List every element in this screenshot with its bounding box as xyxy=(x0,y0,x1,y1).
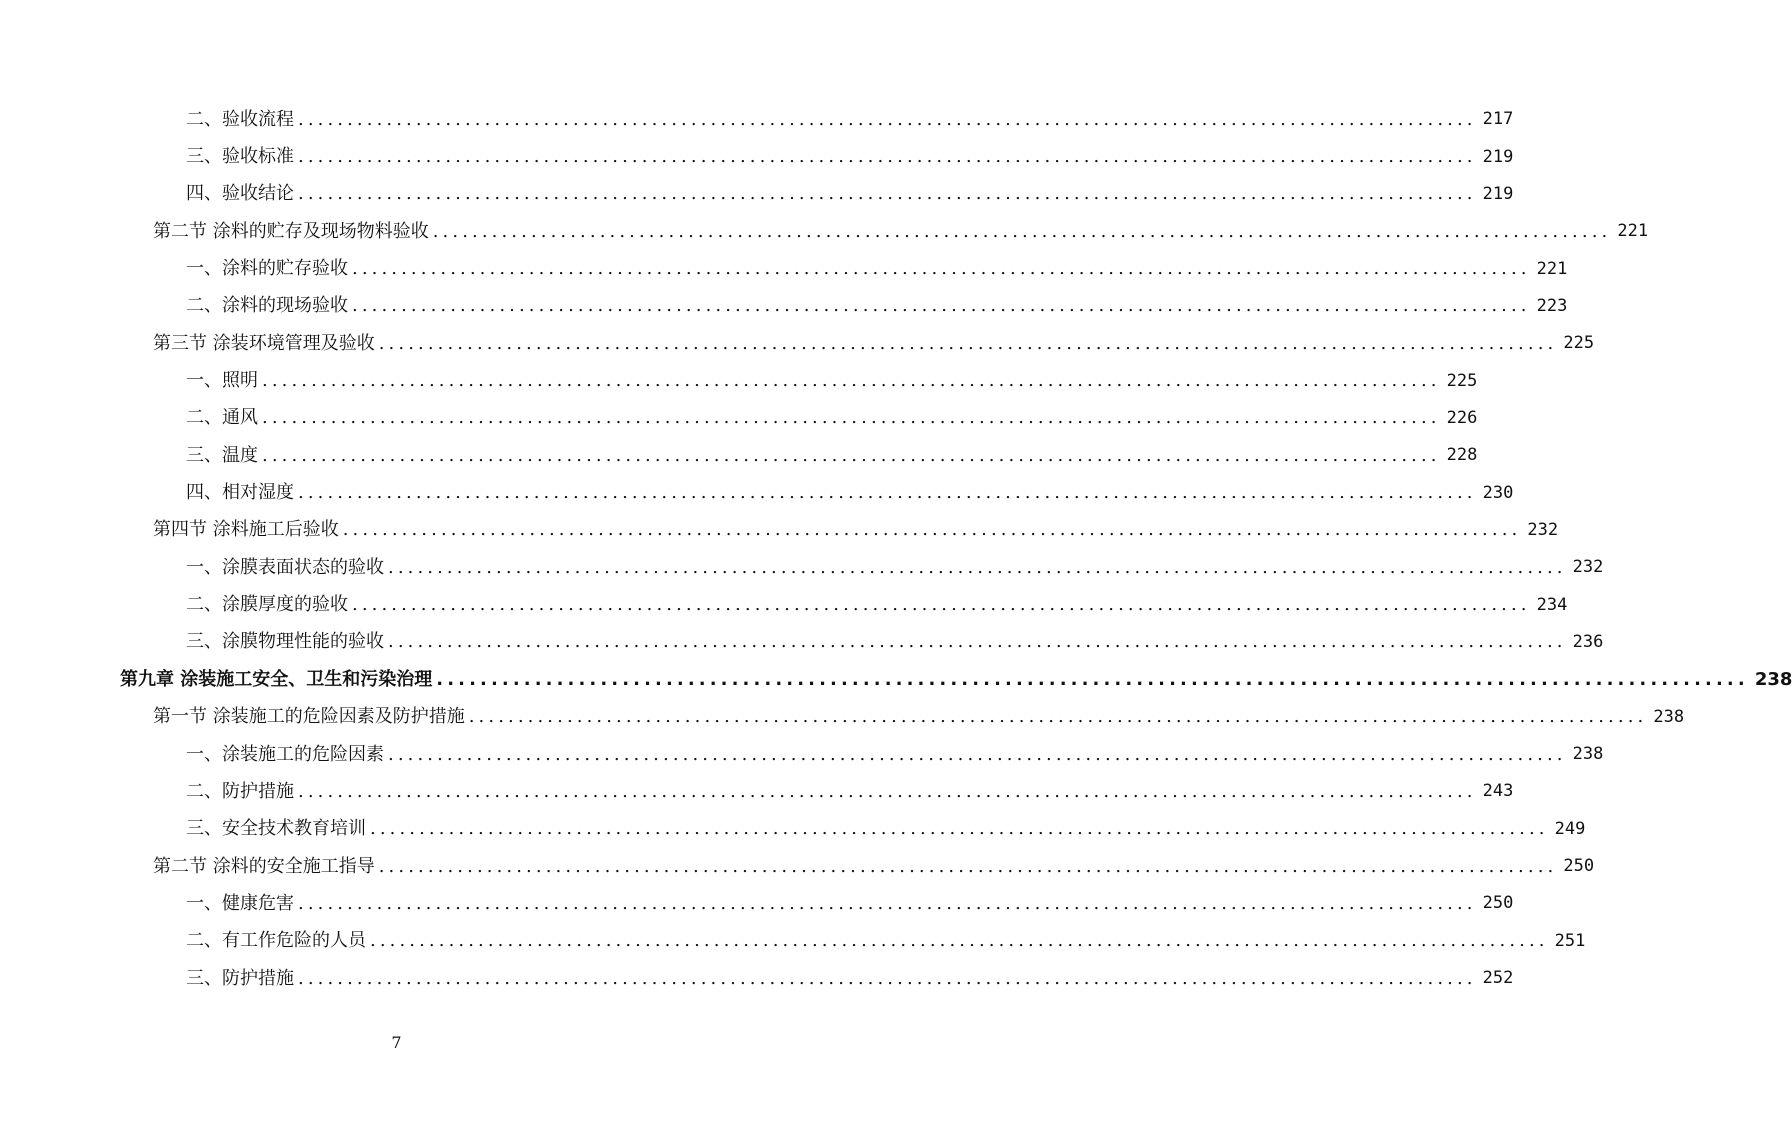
toc-entry-title: 三、验收标准 xyxy=(186,146,294,168)
toc-entry-title: 二、涂料的现场验收 xyxy=(186,295,348,317)
dot-leader: ........................................................................................................................ xyxy=(378,855,1558,877)
toc-entry-page: 219 xyxy=(1482,183,1514,204)
toc-entry-title: 二、通风 xyxy=(186,407,258,429)
toc-entry-item xyxy=(0,923,1586,960)
toc-entry-page: 221 xyxy=(1617,221,1649,242)
toc-entry-section xyxy=(0,325,1595,362)
toc-entry-page: 228 xyxy=(1446,445,1478,466)
toc-entry-title: 三、涂膜物理性能的验收 xyxy=(186,631,384,653)
dot-leader: ........................................................................................................................ xyxy=(298,108,1477,130)
toc-entry-item xyxy=(0,474,1514,511)
toc-entry-item xyxy=(0,624,1604,661)
toc-entry-page: 243 xyxy=(1482,781,1514,802)
toc-entry-title: 四、验收结论 xyxy=(186,183,294,205)
toc-entry-title: 第九章 涂装施工安全、卫生和污染治理 xyxy=(120,668,433,690)
toc-entry-page: 223 xyxy=(1536,295,1568,316)
toc-entry-page: 219 xyxy=(1482,146,1514,167)
dot-leader: ........................................................................................................................ xyxy=(352,594,1531,616)
toc-entry-title: 四、相对湿度 xyxy=(186,482,294,504)
toc-entry-item xyxy=(0,101,1514,138)
toc-entry-item xyxy=(0,362,1478,399)
toc-entry-page: 232 xyxy=(1572,557,1604,578)
page-number: 7 xyxy=(391,1033,402,1052)
toc-entry-page: 225 xyxy=(1563,333,1595,354)
toc-entry-item xyxy=(0,250,1568,287)
toc-entry-title: 一、涂装施工的危险因素 xyxy=(186,743,384,765)
toc-entry-item xyxy=(0,437,1478,474)
toc-entry-page: 230 xyxy=(1482,482,1514,503)
toc-entry-page: 236 xyxy=(1572,631,1604,652)
dot-leader: ........................................................................................................................ xyxy=(436,668,1749,690)
toc-entry-title: 第三节 涂装环境管理及验收 xyxy=(153,332,375,354)
toc-entry-item xyxy=(0,400,1478,437)
toc-entry-item xyxy=(0,773,1514,810)
toc-entry-page: 226 xyxy=(1446,407,1478,428)
toc-entry-item xyxy=(0,885,1514,922)
toc-entry-section xyxy=(0,848,1595,885)
toc-entry-page: 252 xyxy=(1482,968,1514,989)
dot-leader: ........................................................................................................................ xyxy=(388,631,1567,653)
toc-entry-page: 238 xyxy=(1572,744,1604,765)
toc-entry-title: 第二节 涂料的贮存及现场物料验收 xyxy=(153,220,429,242)
toc-entry-title: 第二节 涂料的安全施工指导 xyxy=(153,855,375,877)
toc-entry-title: 一、健康危害 xyxy=(186,892,294,914)
dot-leader: ........................................................................................................................ xyxy=(298,482,1477,504)
dot-leader: ........................................................................................................................ xyxy=(298,780,1477,802)
dot-leader: ........................................................................................................................ xyxy=(298,146,1477,168)
dot-leader: ........................................................................................................................ xyxy=(298,892,1477,914)
toc-entry-title: 一、照明 xyxy=(186,370,258,392)
toc-entry-item xyxy=(0,811,1586,848)
dot-leader: ........................................................................................................................ xyxy=(298,183,1477,205)
toc-entry-page: 238 xyxy=(1754,668,1792,690)
toc-entry-item xyxy=(0,736,1604,773)
toc-entry-title: 一、涂料的贮存验收 xyxy=(186,258,348,280)
toc-entry-chapter xyxy=(0,661,1792,698)
dot-leader: ........................................................................................................................ xyxy=(370,930,1549,952)
toc-entry-page: 225 xyxy=(1446,370,1478,391)
dot-leader: ........................................................................................................................ xyxy=(370,818,1549,840)
toc-entry-title: 一、涂膜表面状态的验收 xyxy=(186,556,384,578)
dot-leader: ........................................................................................................................ xyxy=(388,743,1567,765)
toc-entry-title: 第四节 涂料施工后验收 xyxy=(153,519,339,541)
toc-entry-title: 三、温度 xyxy=(186,444,258,466)
dot-leader: ........................................................................................................................ xyxy=(262,407,1441,429)
toc-entry-title: 二、涂膜厚度的验收 xyxy=(186,594,348,616)
dot-leader: ........................................................................................................................ xyxy=(432,220,1612,242)
dot-leader: ........................................................................................................................ xyxy=(468,706,1648,728)
toc-entry-title: 二、防护措施 xyxy=(186,780,294,802)
dot-leader: ........................................................................................................................ xyxy=(262,444,1441,466)
dot-leader: ........................................................................................................................ xyxy=(342,519,1522,541)
toc-entry-section xyxy=(0,512,1559,549)
toc-entry-item xyxy=(0,288,1568,325)
toc-entry-page: 250 xyxy=(1563,856,1595,877)
dot-leader: ........................................................................................................................ xyxy=(262,370,1441,392)
toc-entry-page: 238 xyxy=(1653,706,1685,727)
table-of-contents xyxy=(0,101,1792,997)
toc-entry-title: 二、有工作危险的人员 xyxy=(186,930,366,952)
toc-entry-section xyxy=(0,699,1685,736)
toc-entry-item xyxy=(0,138,1514,175)
toc-entry-item xyxy=(0,176,1514,213)
toc-entry-title: 二、验收流程 xyxy=(186,108,294,130)
toc-entry-title: 三、防护措施 xyxy=(186,967,294,989)
toc-entry-page: 251 xyxy=(1554,930,1586,951)
dot-leader: ........................................................................................................................ xyxy=(378,332,1558,354)
dot-leader: ........................................................................................................................ xyxy=(298,967,1477,989)
dot-leader: ........................................................................................................................ xyxy=(388,556,1567,578)
toc-entry-item xyxy=(0,549,1604,586)
toc-entry-title: 三、安全技术教育培训 xyxy=(186,818,366,840)
toc-entry-page: 221 xyxy=(1536,258,1568,279)
dot-leader: ........................................................................................................................ xyxy=(352,295,1531,317)
toc-entry-page: 249 xyxy=(1554,818,1586,839)
toc-entry-page: 217 xyxy=(1482,109,1514,130)
toc-entry-title: 第一节 涂装施工的危险因素及防护措施 xyxy=(153,706,465,728)
toc-entry-page: 250 xyxy=(1482,893,1514,914)
toc-entry-section xyxy=(0,213,1649,250)
toc-entry-item xyxy=(0,586,1568,623)
dot-leader: ........................................................................................................................ xyxy=(352,258,1531,280)
toc-entry-page: 234 xyxy=(1536,594,1568,615)
toc-entry-item xyxy=(0,960,1514,997)
toc-entry-page: 232 xyxy=(1527,519,1559,540)
